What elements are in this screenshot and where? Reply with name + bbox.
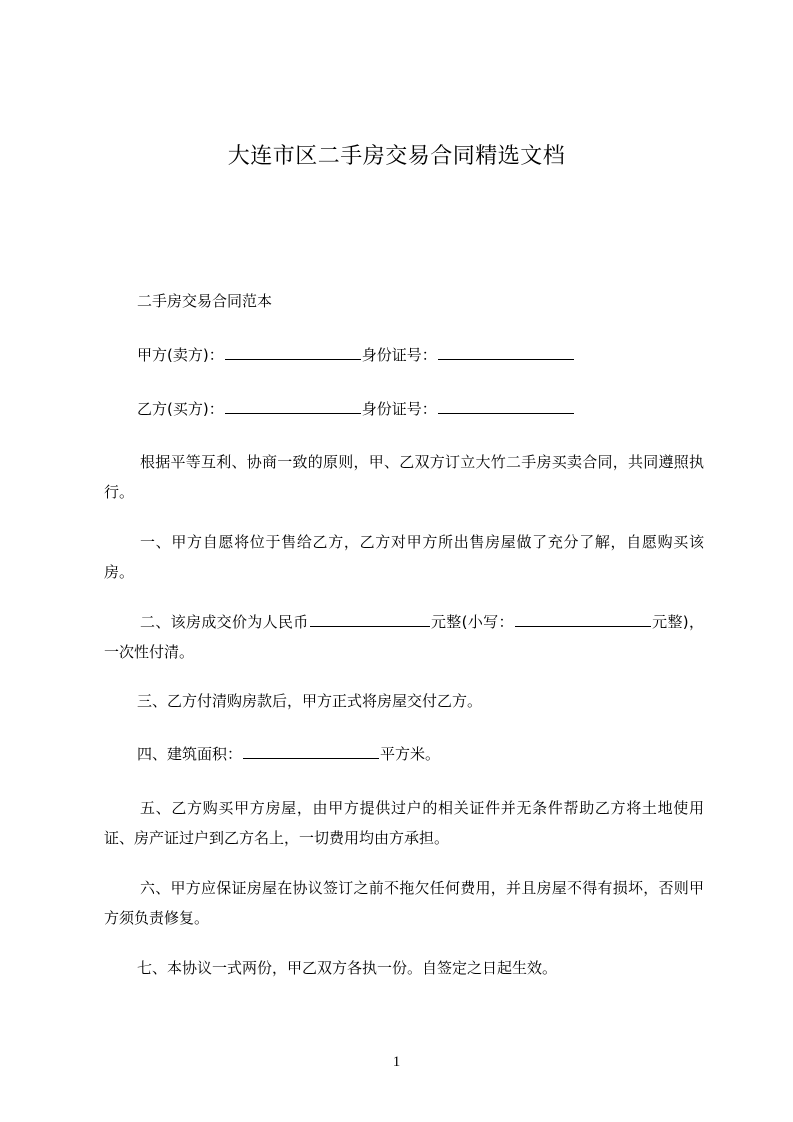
clause-3: 三、乙方付清购房款后，甲方正式将房屋交付乙方。 <box>137 692 483 710</box>
document-title: 大连市区二手房交易合同精选文档 <box>227 144 566 169</box>
party-b-id-label: 身份证号： <box>361 400 437 418</box>
party-a-label: 甲方(卖方)： <box>137 346 224 364</box>
party-b-label: 乙方(买方)： <box>137 400 224 418</box>
clause-6: 六、甲方应保证房屋在协议签订之前不拖欠任何费用，并且房屋不得有损坏，否则甲方须负责修复。 <box>104 879 704 927</box>
clause-4 <box>104 739 704 769</box>
clause-4-suffix: 平方米。 <box>380 745 441 763</box>
party-b-line <box>104 394 704 424</box>
price-figures-blank <box>515 610 651 627</box>
clause-1: 一、甲方自愿将位于售给乙方，乙方对甲方所出售房屋做了充分了解，自愿购买该房。 <box>104 533 704 581</box>
clause-4-prefix: 四、建筑面积： <box>137 745 243 763</box>
subtitle: 二手房交易合同范本 <box>137 292 273 310</box>
intro-paragraph: 根据平等互利、协商一致的原则，甲、乙双方订立大竹二手房买卖合同，共同遵照执行。 <box>104 453 704 501</box>
clause-2 <box>104 607 704 667</box>
price-words-blank <box>310 610 430 627</box>
page-number: 1 <box>392 1054 401 1070</box>
party-b-id-blank <box>438 397 574 414</box>
party-a-line <box>104 340 704 370</box>
party-b-name-blank <box>225 397 361 414</box>
party-a-id-blank <box>438 343 574 360</box>
party-a-name-blank <box>225 343 361 360</box>
clause-5: 五、乙方购买甲方房屋，由甲方提供过户的相关证件并无条件帮助乙方将土地使用证、房产证过户到乙方名上，一切费用均由方承担。 <box>104 799 704 847</box>
clause-2-mid: 元整(小写： <box>430 613 514 631</box>
party-a-id-label: 身份证号： <box>361 346 437 364</box>
clause-2-prefix: 二、该房成交价为人民币 <box>140 613 309 631</box>
clause-2-suffix: 元整)，一次性付清。 <box>104 613 704 661</box>
clause-7: 七、本协议一式两份，甲乙双方各执一份。自签定之日起生效。 <box>137 959 558 977</box>
area-blank <box>243 742 379 759</box>
